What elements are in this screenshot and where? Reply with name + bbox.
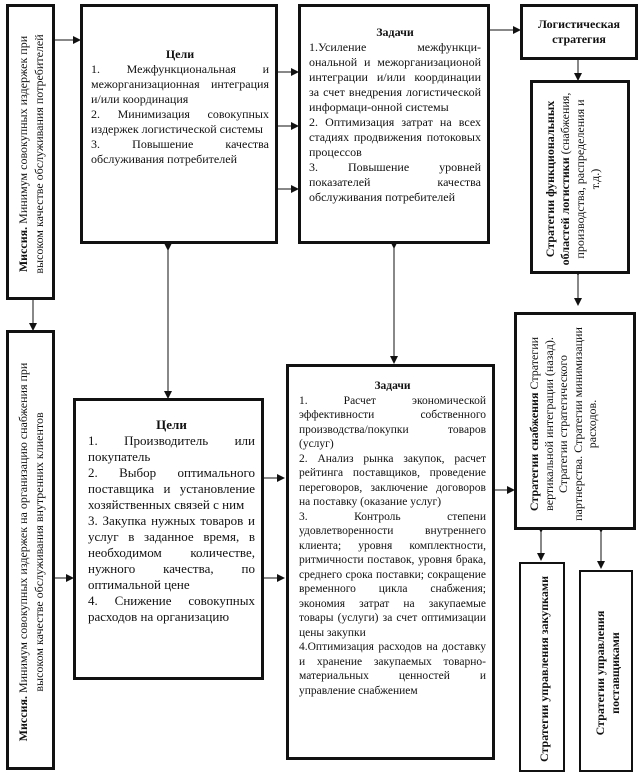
goals-1-box <box>80 4 278 244</box>
tasks-1-box <box>298 4 490 244</box>
goals-1-item: 3. Повышение качества обслуживания потребителей <box>91 137 269 166</box>
tasks-2-title: Задачи <box>374 380 411 392</box>
goals-2-item: 3. Закупка нужных товаров и услуг в заданное время, в необходимом количестве, нужного качества, по оптимальной цене <box>88 513 255 592</box>
goals-2-title: Цели <box>156 417 187 432</box>
logistics-strategy-label: Логистическая стратегия <box>538 17 620 46</box>
mission-1-text <box>13 11 55 297</box>
goals-2-item: 1. Производитель или покупатель <box>88 433 255 464</box>
tasks-2-item: 4.Оптимизация расходов на доставку и хранение закупаемых товарно-материальных ценностей и управление снабжением <box>299 641 486 697</box>
tasks-1-item: 3. Повышение уровней показателей качества обслуживания потребителей <box>309 160 481 204</box>
functional-strategies-box <box>530 80 630 274</box>
purchase-strategy-box <box>519 562 565 772</box>
supplier-strategy-text <box>587 578 629 768</box>
goals-2-item: 4. Снижение совокупных расходов на организацию <box>88 593 255 624</box>
supply-strategies-description: Стратегии вертикальной интеграции (назад). Стратегии стратегического партнерства. Стратегии минимизации расходов. <box>527 327 599 521</box>
purchase-strategy-label: Стратегии управления закупками <box>536 576 551 762</box>
tasks-2-item: 2. Анализ рынка закупок, расчет рейтинга поставщиков, проведение переговоров, заключение договоров на поставку (оказание услуг) <box>299 452 486 508</box>
supply-strategies-box <box>514 312 636 530</box>
goals-1-title: Цели <box>165 47 195 61</box>
mission-2-box <box>6 330 55 770</box>
mission-2-label: Миссия. <box>16 696 30 742</box>
tasks-1-item: 2. Оптимизация затрат на всех стадиях продвижения потоковых процессов <box>309 115 481 159</box>
tasks-2-item: 3. Контроль степени удовлетворенности внутреннего клиента; уровня комплектности, ритмичности поставок, уровня брака, среднего срока поставки; сокращение временного цикла снабжения; экономия затрат на закупаемые товары (услуги) за счет оптимизации цены закупки <box>299 510 486 639</box>
mission-2-text <box>13 337 55 767</box>
goals-1-item: 2. Минимизация совокупных издержек логистической системы <box>91 107 269 136</box>
functional-strategies-description: (снабжения, производства, распределения и т.д.) <box>558 92 602 259</box>
purchase-strategy-text <box>527 570 561 768</box>
functional-strategies-title: Стратегии функциональных областей логистики <box>543 100 572 266</box>
mission-1-label: Миссия. <box>16 226 30 273</box>
tasks-2-item: 1. Расчет экономической эффективности собственного производства/покупки товаров (услуг) <box>299 394 486 450</box>
functional-strategies-text <box>539 85 629 273</box>
supply-strategies-text <box>523 321 635 527</box>
tasks-1-item: 1.Усиление межфункци-ональной и межорганизационой интеграции и/или координации за счет внедрения логистической информаци-онной системы <box>309 40 481 114</box>
tasks-2-box <box>286 364 495 760</box>
mission-2-description: Минимум совокупных издержек на организацию снабжения при высоком качестве обслуживания внутренних клиентов <box>16 362 46 694</box>
tasks-1-title: Задачи <box>376 25 414 39</box>
supplier-strategy-box <box>579 570 633 772</box>
goals-1-item: 1. Межфункциональная и межорганизационная интеграция и/или координация <box>91 62 269 106</box>
logistics-strategy-box <box>520 4 638 60</box>
supply-strategies-title: Стратегии снабжения <box>527 392 541 512</box>
supplier-strategy-label: Стратегии управления поставщиками <box>593 610 622 736</box>
goals-2-item: 2. Выбор оптимального поставщика и установление хозяйственных связей с ним <box>88 465 255 512</box>
mission-1-description: Минимум совокупных издержек при высоком качестве обслуживания потребителей <box>16 34 46 274</box>
mission-1-box <box>6 4 55 300</box>
goals-2-box <box>73 398 264 680</box>
